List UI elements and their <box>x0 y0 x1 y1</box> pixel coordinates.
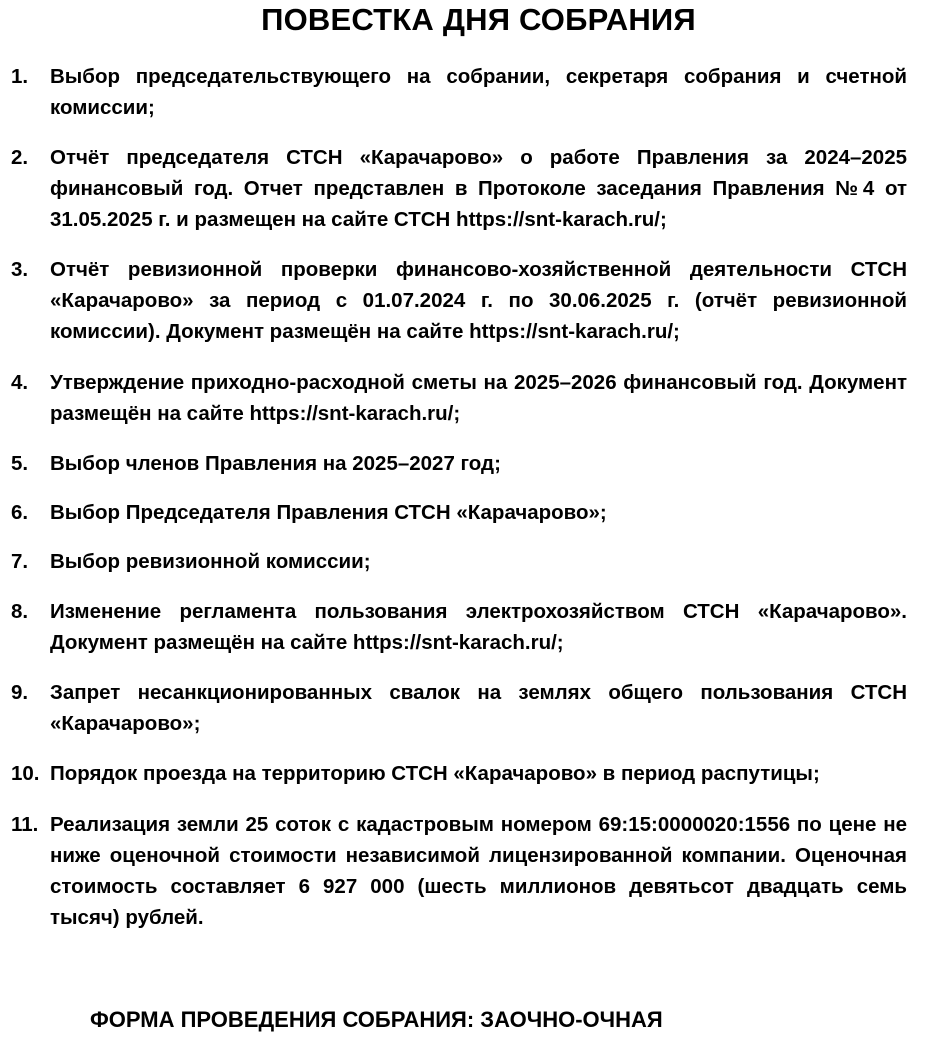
agenda-item-number: 1. <box>11 65 29 88</box>
agenda-item-number: 10. <box>11 762 40 785</box>
agenda-item-number: 2. <box>11 146 29 169</box>
agenda-item-number: 3. <box>11 258 29 281</box>
agenda-item-text: Изменение регламента пользования электрохозяйством СТСН «Карачарово». Документ размещён на сайте https://snt-karach.ru/; <box>50 600 907 654</box>
agenda-item-text: Отчёт ревизионной проверки финансово-хозяйственной деятельности СТСН «Карачарово» за период с 01.07.2024 г. по 30.06.2025 г. (отчёт ревизионной комиссии). Документ размещён на сайте https://snt-karach.ru/; <box>50 258 907 343</box>
agenda-item-number: 6. <box>11 501 29 524</box>
agenda-item-number: 11. <box>11 813 39 836</box>
agenda-item-text: Выбор Председателя Правления СТСН «Карачарово»; <box>50 501 607 524</box>
meeting-form-title: ФОРМА ПРОВЕДЕНИЯ СОБРАНИЯ: ЗАОЧНО-ОЧНАЯ <box>90 1007 663 1032</box>
agenda-item-text: Выбор ревизионной комиссии; <box>50 550 371 573</box>
agenda-item-text: Выбор председательствующего на собрании, секретаря собрания и счетной комиссии; <box>50 65 907 119</box>
agenda-item-number: 8. <box>11 600 29 623</box>
agenda-item-number: 5. <box>11 452 29 475</box>
agenda-item-text: Запрет несанкционированных свалок на землях общего пользования СТСН «Карачарово»; <box>50 681 907 735</box>
agenda-item-text: Выбор членов Правления на 2025–2027 год; <box>50 452 501 475</box>
agenda-item-text: Отчёт председателя СТСН «Карачарово» о работе Правления за 2024–2025 финансовый год. Отчет представлен в Протоколе заседания Правления №4 от 31.05.2025 г. и размещен на сайте СТСН https://snt-karach.ru/; <box>50 146 907 231</box>
agenda-item-text: Утверждение приходно-расходной сметы на 2025–2026 финансовый год. Документ размещён на сайте https://snt-karach.ru/; <box>50 371 907 425</box>
agenda-item-number: 4. <box>11 371 29 394</box>
agenda-item-number: 7. <box>11 550 29 573</box>
agenda-item-text: Реализация земли 25 соток с кадастровым номером 69:15:0000020:1556 по цене не ниже оценочной стоимости независимой лицензированной компании. Оценочная стоимость составляет 6 927 000 (шесть миллионов девятьсот двадцать семь тысяч) рублей. <box>50 813 907 929</box>
agenda-item-number: 9. <box>11 681 29 704</box>
page-title: ПОВЕСТКА ДНЯ СОБРАНИЯ <box>261 2 696 37</box>
agenda-item-text: Порядок проезда на территорию СТСН «Карачарово» в период распутицы; <box>50 762 820 785</box>
